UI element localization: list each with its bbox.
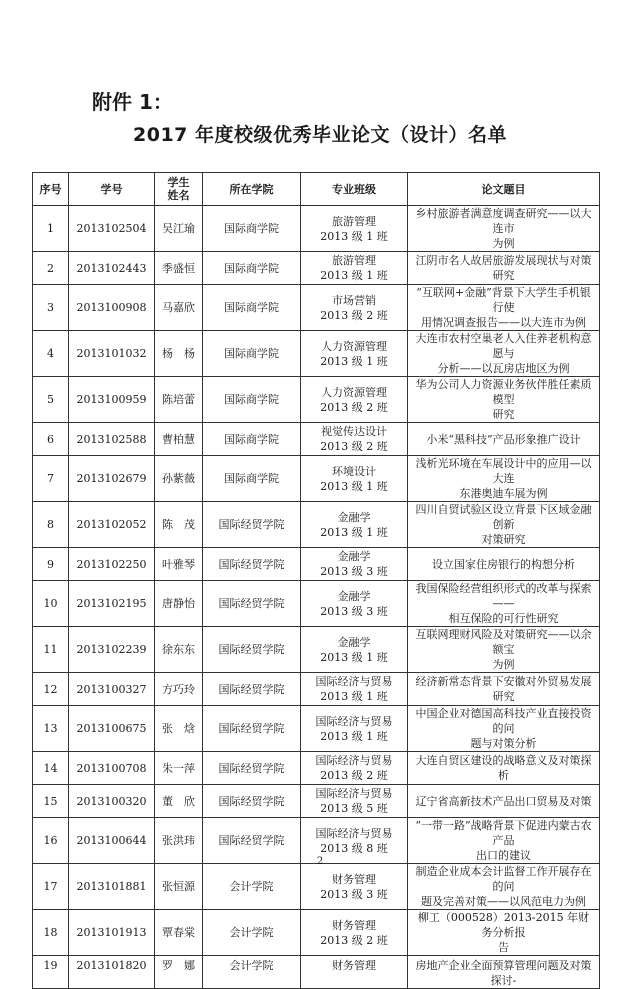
major-class-cell: 金融学 2013 级 1 班 (301, 627, 408, 673)
student-name-cell: 张洪玮 (155, 818, 203, 864)
college-cell: 国际经贸学院 (203, 673, 301, 706)
major-class-cell: 旅游管理 2013 级 1 班 (301, 206, 408, 252)
row-number-cell: 15 (33, 785, 69, 818)
row-number-cell: 5 (33, 377, 69, 423)
header-thesis-title: 论文题目 (408, 173, 600, 206)
thesis-title-cell: 柳工（000528）2013-2015 年财务分析报 告 (408, 910, 600, 956)
major-class-cell: 国际经济与贸易 2013 级 5 班 (301, 785, 408, 818)
student-id-cell: 2013102239 (69, 627, 155, 673)
student-name-cell: 罗 娜 (155, 956, 203, 989)
student-name-cell: 张恒源 (155, 864, 203, 910)
college-cell: 国际经贸学院 (203, 581, 301, 627)
student-id-cell: 2013102588 (69, 423, 155, 456)
college-cell: 会计学院 (203, 910, 301, 956)
table-row (33, 377, 600, 423)
table-row (33, 864, 600, 910)
college-cell: 国际经贸学院 (203, 548, 301, 581)
student-name-cell: 季盛恒 (155, 252, 203, 285)
student-id-cell: 2013102443 (69, 252, 155, 285)
header-major-class: 专业班级 (301, 173, 408, 206)
table-row (33, 627, 600, 673)
student-name-cell: 孙紫薇 (155, 456, 203, 502)
table-row (33, 252, 600, 285)
student-name-cell: 唐静怡 (155, 581, 203, 627)
thesis-title-cell: “一带一路”战略背景下促进内蒙古农产品 出口的建议 (408, 818, 600, 864)
thesis-title-cell: 小米“黑科技”产品形象推广设计 (408, 423, 600, 456)
thesis-title-cell: 经济新常态背景下安徽对外贸易发展研究 (408, 673, 600, 706)
student-name-cell: 方巧玲 (155, 673, 203, 706)
row-number-cell: 12 (33, 673, 69, 706)
college-cell: 国际经贸学院 (203, 785, 301, 818)
student-id-cell: 2013101881 (69, 864, 155, 910)
row-number-cell: 14 (33, 752, 69, 785)
table-row (33, 673, 600, 706)
college-cell: 国际经贸学院 (203, 818, 301, 864)
thesis-title-cell: 江阴市名人故居旅游发展现状与对策研究 (408, 252, 600, 285)
row-number-cell: 7 (33, 456, 69, 502)
college-cell: 国际经贸学院 (203, 627, 301, 673)
page-number: 2 (316, 856, 324, 867)
table-row (33, 910, 600, 956)
college-cell: 国际商学院 (203, 456, 301, 502)
row-number-cell: 4 (33, 331, 69, 377)
major-class-cell: 市场营销 2013 级 2 班 (301, 285, 408, 331)
row-number-cell: 11 (33, 627, 69, 673)
row-number-cell: 9 (33, 548, 69, 581)
thesis-title-cell: 互联网理财风险及对策研究——以余额宝 为例 (408, 627, 600, 673)
student-id-cell: 2013100908 (69, 285, 155, 331)
student-id-cell: 2013100327 (69, 673, 155, 706)
thesis-title-cell: 乡村旅游者满意度调查研究——以大连市 为例 (408, 206, 600, 252)
college-cell: 国际商学院 (203, 252, 301, 285)
major-class-cell: 金融学 2013 级 1 班 (301, 502, 408, 548)
thesis-title-cell: 房地产企业全面预算管理问题及对策探讨- (408, 956, 600, 989)
thesis-title-cell: 大连自贸区建设的战略意义及对策探析 (408, 752, 600, 785)
college-cell: 国际经贸学院 (203, 502, 301, 548)
student-id-cell: 2013102250 (69, 548, 155, 581)
college-cell: 国际商学院 (203, 331, 301, 377)
college-cell: 会计学院 (203, 956, 301, 989)
major-class-cell: 国际经济与贸易 2013 级 8 班 (301, 818, 408, 864)
table-row (33, 423, 600, 456)
student-id-cell: 2013102679 (69, 456, 155, 502)
table-row (33, 456, 600, 502)
table-row (33, 285, 600, 331)
student-id-cell: 2013102052 (69, 502, 155, 548)
attachment-label: 附件 1： (92, 90, 173, 114)
header-no: 序号 (33, 173, 69, 206)
major-class-cell: 环境设计 2013 级 1 班 (301, 456, 408, 502)
table-header-row (33, 173, 600, 206)
table-row (33, 785, 600, 818)
thesis-title-cell: 制造企业成本会计监督工作开展存在的问 题及完善对策——以风范电力为例 (408, 864, 600, 910)
college-cell: 国际商学院 (203, 423, 301, 456)
row-number-cell: 10 (33, 581, 69, 627)
table-row (33, 752, 600, 785)
page-title: 2017 年度校级优秀毕业论文（设计）名单 (133, 124, 507, 146)
header-college: 所在学院 (203, 173, 301, 206)
student-id-cell: 2013100675 (69, 706, 155, 752)
thesis-title-cell: 浅析光环境在车展设计中的应用—以大连 东港奥迪车展为例 (408, 456, 600, 502)
row-number-cell: 8 (33, 502, 69, 548)
college-cell: 国际经贸学院 (203, 706, 301, 752)
student-name-cell: 董 欣 (155, 785, 203, 818)
student-name-cell: 徐东东 (155, 627, 203, 673)
thesis-title-cell: 华为公司人力资源业务伙伴胜任素质模型 研究 (408, 377, 600, 423)
major-class-cell: 国际经济与贸易 2013 级 1 班 (301, 673, 408, 706)
table-row (33, 331, 600, 377)
major-class-cell: 国际经济与贸易 2013 级 2 班 (301, 752, 408, 785)
table-row (33, 706, 600, 752)
student-id-cell: 2013101913 (69, 910, 155, 956)
college-cell: 国际商学院 (203, 377, 301, 423)
table-row (33, 502, 600, 548)
major-class-cell: 国际经济与贸易 2013 级 1 班 (301, 706, 408, 752)
thesis-title-cell: 我国保险经营组织形式的改革与探索—— 相互保险的可行性研究 (408, 581, 600, 627)
major-class-cell: 视觉传达设计 2013 级 2 班 (301, 423, 408, 456)
major-class-cell: 金融学 2013 级 3 班 (301, 581, 408, 627)
student-name-cell: 朱一萍 (155, 752, 203, 785)
thesis-title-cell: 辽宁省高新技术产品出口贸易及对策 (408, 785, 600, 818)
student-id-cell: 2013102195 (69, 581, 155, 627)
college-cell: 国际经贸学院 (203, 752, 301, 785)
student-name-cell: 杨 杨 (155, 331, 203, 377)
row-number-cell: 1 (33, 206, 69, 252)
thesis-title-cell: “互联网+金融”背景下大学生手机银行使 用情况调查报告——以大连市为例 (408, 285, 600, 331)
table-row (33, 956, 600, 989)
major-class-cell: 财务管理 2013 级 3 班 (301, 864, 408, 910)
student-id-cell: 2013100959 (69, 377, 155, 423)
header-student-id: 学号 (69, 173, 155, 206)
row-number-cell: 18 (33, 910, 69, 956)
major-class-cell: 旅游管理 2013 级 1 班 (301, 252, 408, 285)
college-cell: 国际商学院 (203, 285, 301, 331)
header-student-name: 学生 姓名 (155, 173, 203, 206)
student-name-cell: 陈培蕾 (155, 377, 203, 423)
table-body (33, 206, 600, 989)
student-id-cell: 2013100644 (69, 818, 155, 864)
row-number-cell: 3 (33, 285, 69, 331)
row-number-cell: 19 (33, 956, 69, 989)
student-name-cell: 张 焓 (155, 706, 203, 752)
major-class-cell: 金融学 2013 级 3 班 (301, 548, 408, 581)
row-number-cell: 17 (33, 864, 69, 910)
student-name-cell: 覃春棠 (155, 910, 203, 956)
row-number-cell: 6 (33, 423, 69, 456)
row-number-cell: 2 (33, 252, 69, 285)
major-class-cell: 人力资源管理 2013 级 1 班 (301, 331, 408, 377)
table-row (33, 548, 600, 581)
student-name-cell: 叶雅琴 (155, 548, 203, 581)
row-number-cell: 13 (33, 706, 69, 752)
major-class-cell: 财务管理 2013 级 2 班 (301, 910, 408, 956)
row-number-cell: 16 (33, 818, 69, 864)
thesis-title-cell: 大连市农村空巢老人入住养老机构意愿与 分析——以瓦房店地区为例 (408, 331, 600, 377)
college-cell: 国际商学院 (203, 206, 301, 252)
student-name-cell: 马嘉欣 (155, 285, 203, 331)
major-class-cell: 人力资源管理 2013 级 2 班 (301, 377, 408, 423)
major-class-cell: 财务管理 (301, 956, 408, 989)
college-cell: 会计学院 (203, 864, 301, 910)
student-id-cell: 2013100708 (69, 752, 155, 785)
table-row (33, 581, 600, 627)
thesis-title-cell: 中国企业对德国高科技产业直接投资的问 题与对策分析 (408, 706, 600, 752)
student-id-cell: 2013101820 (69, 956, 155, 989)
student-id-cell: 2013100320 (69, 785, 155, 818)
student-id-cell: 2013102504 (69, 206, 155, 252)
thesis-title-cell: 四川自贸试验区设立背景下区域金融创新 对策研究 (408, 502, 600, 548)
student-name-cell: 吴江瑜 (155, 206, 203, 252)
student-name-cell: 曹柏慧 (155, 423, 203, 456)
student-name-cell: 陈 茂 (155, 502, 203, 548)
thesis-title-cell: 设立国家住房银行的构想分析 (408, 548, 600, 581)
table-row (33, 206, 600, 252)
student-id-cell: 2013101032 (69, 331, 155, 377)
